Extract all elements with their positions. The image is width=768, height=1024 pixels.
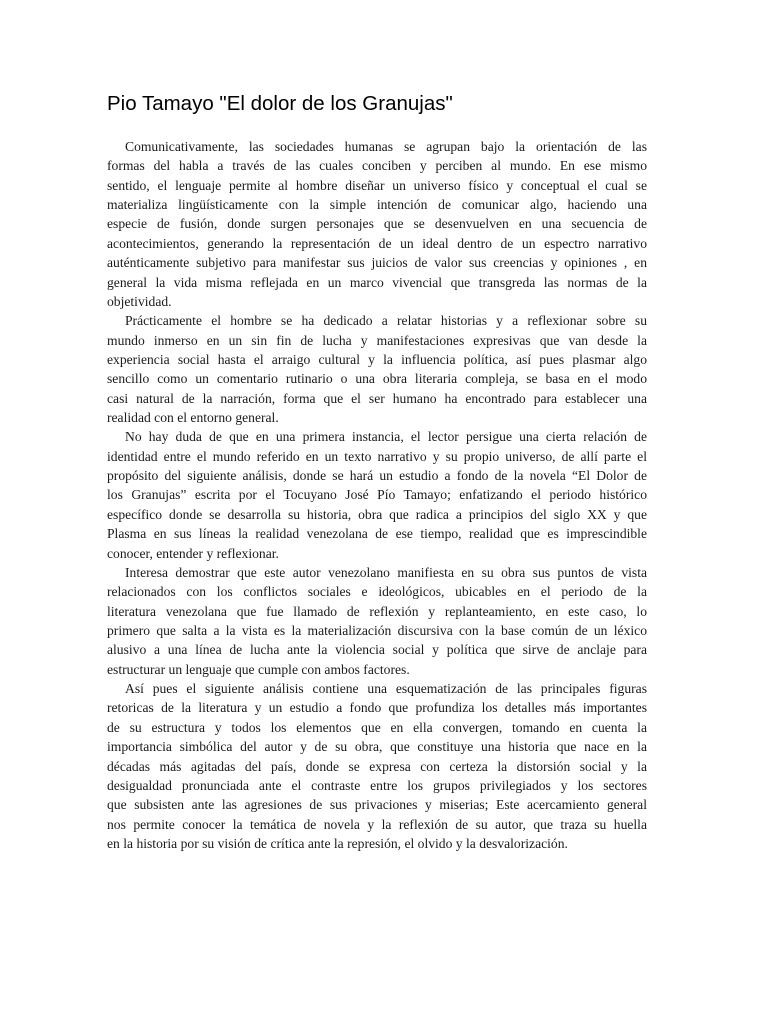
text-line: retoricas de la literatura y un estudio a fondo que profundiza los detalles más importantes: [107, 700, 647, 716]
document-title: Pio Tamayo "El dolor de los Granujas": [107, 92, 453, 115]
text-line: especie de fusión, donde surgen personajes que se desenvuelven en una secuencia de: [107, 216, 647, 232]
text-line: propósito del siguiente análisis, donde se hará un estudio a fondo de la novela “El Dolor de: [107, 468, 647, 484]
text-line: literatura venezolana que fue llamado de reflexión y replanteamiento, en este caso, lo: [107, 603, 647, 619]
text-line: conocer, entender y reflexionar.: [107, 545, 279, 561]
text-line: los Granujas” escrita por el Tocuyano José Pío Tamayo; enfatizando el periodo histórico: [107, 487, 647, 503]
text-line: en la historia por su visión de crítica ante la represión, el olvido y la desvalorización.: [107, 835, 568, 851]
text-line: mundo inmerso en un sin fin de lucha y manifestaciones expresivas que van desde la: [107, 332, 647, 348]
text-line: Plasma en sus líneas la realidad venezolana de ese tiempo, realidad que es imprescindible: [107, 526, 647, 542]
paragraph: [107, 563, 647, 679]
paragraph: [107, 679, 647, 853]
document-body: [107, 137, 647, 853]
text-line: casi natural de la narración, forma que el ser humano ha encontrado para establecer una: [107, 390, 647, 406]
paragraph: [107, 137, 647, 311]
text-line: Comunicativamente, las sociedades humanas se agrupan bajo la orientación de las: [125, 139, 647, 154]
paragraph: [107, 427, 647, 563]
text-line: general la vida misma reflejada en un marco vivencial que transgreda las normas de la: [107, 274, 647, 290]
text-line: formas del habla a través de las cuales conciben y perciben al mundo. En ese mismo: [107, 158, 647, 174]
text-line: acontecimientos, generando la representación de un ideal dentro de un espectro narrativo: [107, 235, 647, 251]
text-line: que subsisten ante las agresiones de sus privaciones y miserias; Este acercamiento general: [107, 797, 647, 813]
text-line: alusivo a una línea de lucha ante la violencia social y política que sirve de anclaje para: [107, 642, 647, 658]
text-line: nos permite conocer la temática de novela y la reflexión de su autor, que traza su huella: [107, 816, 647, 832]
text-line: sencillo como un comentario rutinario o una obra literaria compleja, se basa en el modo: [107, 371, 647, 387]
text-line: de su estructura y todos los elementos que en ella convergen, tomando en cuenta la: [107, 719, 647, 735]
text-line: sentido, el lenguaje permite al hombre diseñar un universo físico y conceptual el cual se: [107, 177, 647, 193]
text-line: experiencia social hasta el arraigo cultural y la influencia política, así pues plasmar algo: [107, 351, 647, 367]
text-line: identidad entre el mundo referido en un texto narrativo y su propio universo, de allí parte el: [107, 448, 647, 464]
text-line: Así pues el siguiente análisis contiene una esquematización de las principales figuras: [125, 681, 647, 697]
text-line: realidad con el entorno general.: [107, 410, 279, 426]
text-line: décadas más agitadas del país, donde se expresa con certeza la distorsión social y la: [107, 758, 647, 774]
text-line: objetividad.: [107, 293, 172, 309]
paragraph: [107, 311, 647, 427]
text-line: auténticamente subjetivo para manifestar sus juicios de valor sus creencias y opiniones , en: [107, 255, 647, 271]
text-line: importancia simbólica del autor y de su obra, que constituye una historia que nace en la: [107, 739, 647, 755]
text-line: primero que salta a la vista es la materialización discursiva con la base común de un léxico: [107, 622, 647, 638]
text-line: No hay duda de que en una primera instancia, el lector persigue una cierta relación de: [125, 429, 647, 445]
text-line: relacionados con los conflictos sociales e ideológicos, ubicables en el periodo de la: [107, 584, 647, 600]
text-line: desigualdad pronunciada ante el contraste entre los grupos privilegiados y los sectores: [107, 777, 647, 793]
text-line: específico donde se desarrolla su historia, obra que radica a principios del siglo XX y que: [107, 506, 647, 522]
text-line: Interesa demostrar que este autor venezolano manifiesta en su obra sus puntos de vista: [125, 564, 647, 580]
text-line: Prácticamente el hombre se ha dedicado a relatar historias y a reflexionar sobre su: [125, 313, 647, 329]
text-line: materializa lingüísticamente con la simple intención de comunicar algo, haciendo una: [107, 197, 647, 213]
text-line: estructurar un lenguaje que cumple con ambos factores.: [107, 661, 410, 677]
